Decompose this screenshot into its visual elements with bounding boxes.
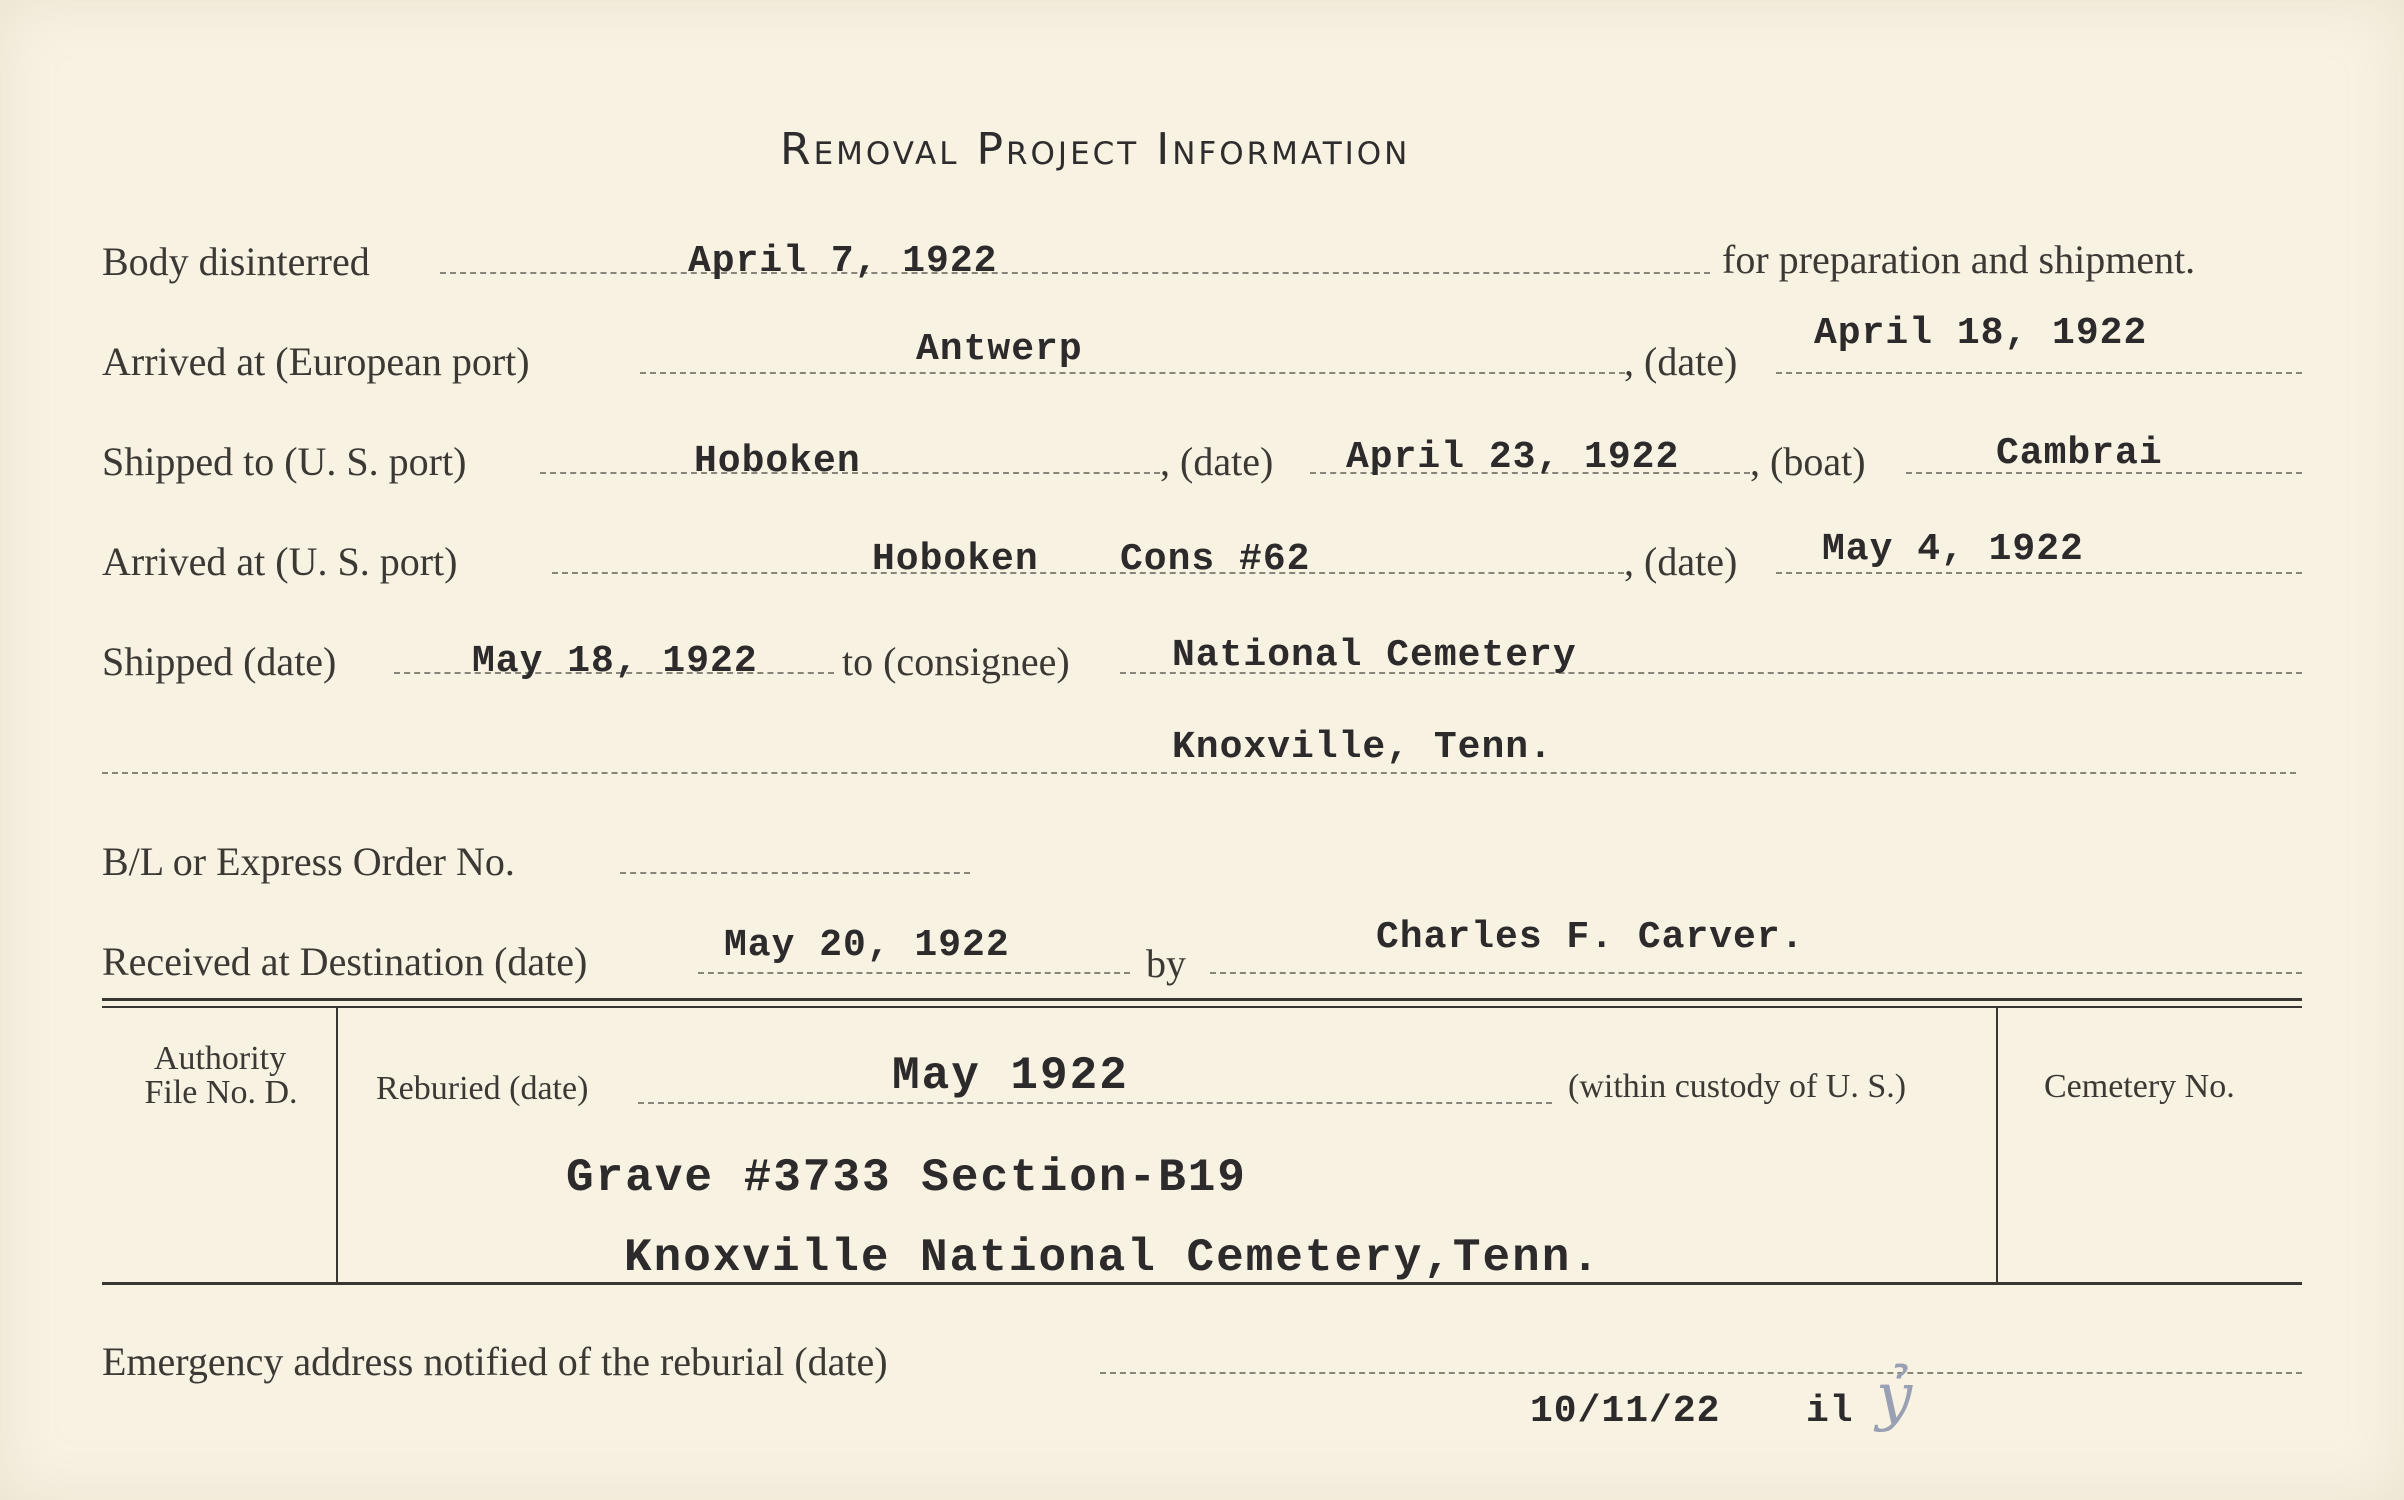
shipped-us-value: Hoboken bbox=[694, 440, 861, 483]
shipped-us-boat-value: Cambrai bbox=[1996, 432, 2163, 475]
emergency-initials: il bbox=[1806, 1390, 1854, 1433]
reburied-label: Reburied (date) bbox=[376, 1070, 589, 1107]
box-divider-right bbox=[1996, 1008, 1998, 1282]
arrived-us-date-value: May 4, 1922 bbox=[1822, 528, 2084, 571]
section-rule-top bbox=[102, 998, 2302, 1001]
arrived-us-date-line bbox=[1776, 572, 2302, 574]
emergency-date-value: 10/11/22 bbox=[1530, 1390, 1721, 1433]
shipped-us-date-value: April 23, 1922 bbox=[1346, 436, 1680, 479]
bl-order-label: B/L or Express Order No. bbox=[102, 839, 515, 884]
shipped-us-date-label: , (date) bbox=[1160, 439, 1274, 484]
handwritten-mark: ỷ bbox=[1876, 1360, 1913, 1434]
arrived-us-value: Hoboken bbox=[872, 538, 1039, 581]
disinterred-line bbox=[440, 272, 1710, 274]
emergency-line bbox=[1100, 1372, 2302, 1374]
grave-line: Grave #3733 Section-B19 bbox=[566, 1152, 1247, 1204]
consignee-line1: National Cemetery bbox=[1172, 634, 1577, 677]
arrived-eu-date-label: , (date) bbox=[1624, 339, 1738, 384]
arrived-eu-value: Antwerp bbox=[916, 328, 1083, 371]
received-by-line bbox=[1210, 972, 2302, 974]
arrived-us-label: Arrived at (U. S. port) bbox=[102, 539, 458, 584]
bl-order-line bbox=[620, 872, 970, 874]
authority-label-1: Authority bbox=[153, 1040, 287, 1077]
custody-label: (within custody of U. S.) bbox=[1568, 1068, 1907, 1105]
box-divider-left bbox=[336, 1008, 338, 1282]
arrived-us-cons: Cons #62 bbox=[1120, 538, 1311, 581]
shipped-us-boat-label: , (boat) bbox=[1750, 439, 1866, 484]
card-title: Removal Project Information bbox=[780, 124, 1411, 175]
received-date-value: May 20, 1922 bbox=[724, 924, 1010, 967]
arrived-eu-label: Arrived at (European port) bbox=[102, 339, 530, 384]
disinterred-suffix: for preparation and shipment. bbox=[1722, 237, 2196, 282]
received-by-label: by bbox=[1146, 941, 1186, 986]
cemetery-line: Knoxville National Cemetery,Tenn. bbox=[624, 1232, 1601, 1284]
arrived-us-date-label: , (date) bbox=[1624, 539, 1738, 584]
shipped-us-label: Shipped to (U. S. port) bbox=[102, 439, 467, 484]
disinterred-label: Body disinterred bbox=[102, 239, 370, 284]
arrived-eu-date-value: April 18, 1922 bbox=[1814, 312, 2148, 355]
arrived-us-line bbox=[552, 572, 1624, 574]
received-by-value: Charles F. Carver. bbox=[1376, 916, 1805, 959]
consignee-line2-rule bbox=[102, 772, 2296, 774]
received-date-line bbox=[698, 972, 1130, 974]
shipped-date-value: May 18, 1922 bbox=[472, 640, 758, 683]
reburied-value: May 1922 bbox=[892, 1050, 1129, 1102]
consignee-label: to (consignee) bbox=[842, 639, 1070, 684]
emergency-label: Emergency address notified of the reburial (date) bbox=[102, 1339, 888, 1384]
arrived-eu-line bbox=[640, 372, 1625, 374]
received-label: Received at Destination (date) bbox=[102, 939, 588, 984]
consignee-line2: Knoxville, Tenn. bbox=[1172, 726, 1553, 769]
reburied-line bbox=[638, 1102, 1552, 1104]
cemetery-no-label: Cemetery No. bbox=[2044, 1068, 2235, 1105]
shipped-label: Shipped (date) bbox=[102, 639, 337, 684]
section-rule-top-2 bbox=[102, 1006, 2302, 1008]
arrived-eu-date-line bbox=[1776, 372, 2302, 374]
disinterred-value: April 7, 1922 bbox=[688, 240, 998, 283]
authority-label-2: File No. D. bbox=[144, 1074, 298, 1111]
